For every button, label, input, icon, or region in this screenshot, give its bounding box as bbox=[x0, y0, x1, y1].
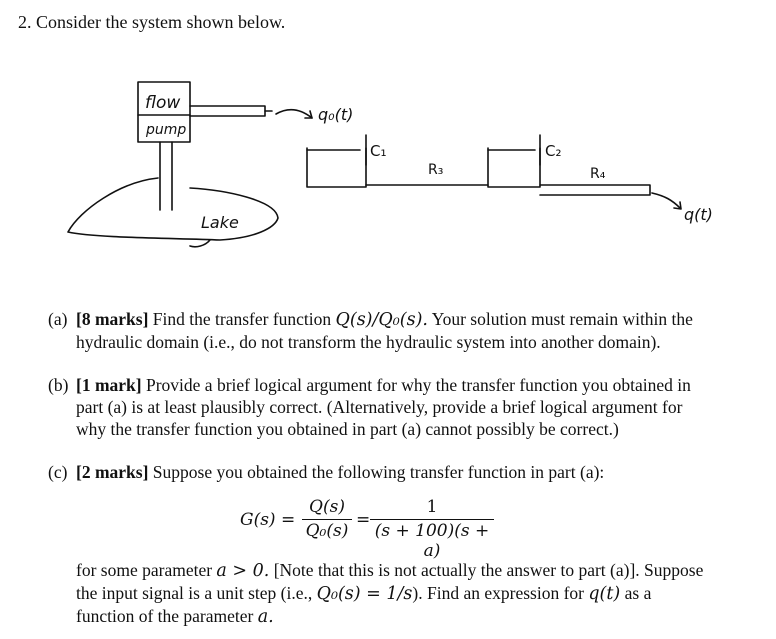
part-b-line2: part (a) is at least plausibly correct. (Alternatively, provide a brief logical argument for bbox=[76, 397, 683, 417]
after3-math: a. bbox=[257, 607, 274, 627]
fraction1-denominator: Q₀(s) bbox=[302, 519, 352, 541]
tank-c2 bbox=[488, 148, 540, 187]
part-c-after-line3 bbox=[48, 605, 748, 628]
after1-math: a > 0. bbox=[216, 561, 270, 581]
after2-pre: the input signal is a unit step (i.e., bbox=[76, 583, 313, 603]
lake-label: Lake bbox=[201, 213, 239, 232]
part-c-after-line1 bbox=[48, 559, 748, 582]
fraction-one-over-poly bbox=[370, 497, 494, 561]
c2-label: C₂ bbox=[545, 142, 562, 160]
part-a-line2: hydraulic domain (i.e., do not transform the hydraulic system into another domain). bbox=[76, 332, 661, 352]
equation-gs: G(s) = bbox=[240, 510, 296, 530]
lake-outline bbox=[68, 178, 278, 240]
question-heading bbox=[18, 12, 285, 33]
part-c-marks: [2 marks] bbox=[76, 462, 149, 482]
part-c-line1: Suppose you obtained the following transfer function in part (a): bbox=[152, 462, 605, 482]
part-b-line3: why the transfer function you obtained in part (a) cannot possibly be correct.) bbox=[76, 419, 619, 439]
after2-math2: q(t) bbox=[588, 584, 621, 604]
fraction2-denominator: (s + 100)(s + a) bbox=[370, 519, 494, 561]
part-b-marks: [1 mark] bbox=[76, 375, 142, 395]
after3-pre: function of the parameter bbox=[76, 606, 254, 626]
after1-pre: for some parameter bbox=[76, 560, 213, 580]
pipe-r4 bbox=[540, 185, 650, 195]
part-b-line1: Provide a brief logical argument for why the transfer function you obtained in bbox=[145, 375, 691, 395]
question-intro: Consider the system shown below. bbox=[36, 12, 286, 32]
part-c bbox=[48, 461, 748, 483]
part-c-after-line2 bbox=[48, 582, 748, 605]
part-a-text1: Find the transfer function bbox=[152, 309, 332, 329]
part-c-continuation bbox=[48, 559, 748, 628]
question-number: 2. bbox=[18, 12, 32, 32]
pump-label-flow: flow bbox=[145, 93, 181, 113]
tank-c1 bbox=[307, 148, 366, 187]
after2-post: as a bbox=[624, 583, 652, 603]
suction-pipe bbox=[160, 142, 172, 210]
fraction2-numerator: 1 bbox=[426, 497, 438, 517]
equation-equals: = bbox=[356, 510, 371, 530]
part-b bbox=[48, 374, 748, 440]
part-a-tf: Q(s)/Q₀(s). bbox=[335, 310, 428, 330]
part-a bbox=[48, 308, 748, 353]
pump-outlet-pipe bbox=[190, 106, 265, 116]
r3-label: R₃ bbox=[428, 162, 444, 178]
fraction1-numerator: Q(s) bbox=[309, 497, 345, 517]
part-a-text2: Your solution must remain within the bbox=[431, 309, 693, 329]
after2-mid: ). Find an expression for bbox=[412, 583, 584, 603]
output-flow-label: q(t) bbox=[684, 205, 713, 224]
part-c-label: (c) bbox=[48, 462, 68, 482]
after1-post: [Note that this is not actually the answer to part (a)]. Suppose bbox=[273, 560, 704, 580]
r4-label: R₄ bbox=[590, 166, 606, 182]
fraction-q-over-q0 bbox=[302, 497, 352, 541]
c1-label: C₁ bbox=[370, 142, 387, 160]
pump-label-pump: pump bbox=[146, 122, 187, 138]
input-flow-label: q₀(t) bbox=[318, 105, 354, 124]
part-a-label: (a) bbox=[48, 309, 68, 329]
part-a-marks: [8 marks] bbox=[76, 309, 149, 329]
part-b-label: (b) bbox=[48, 375, 69, 395]
after2-math: Q₀(s) = 1/s bbox=[316, 584, 413, 604]
hydraulic-system-diagram bbox=[0, 60, 776, 290]
